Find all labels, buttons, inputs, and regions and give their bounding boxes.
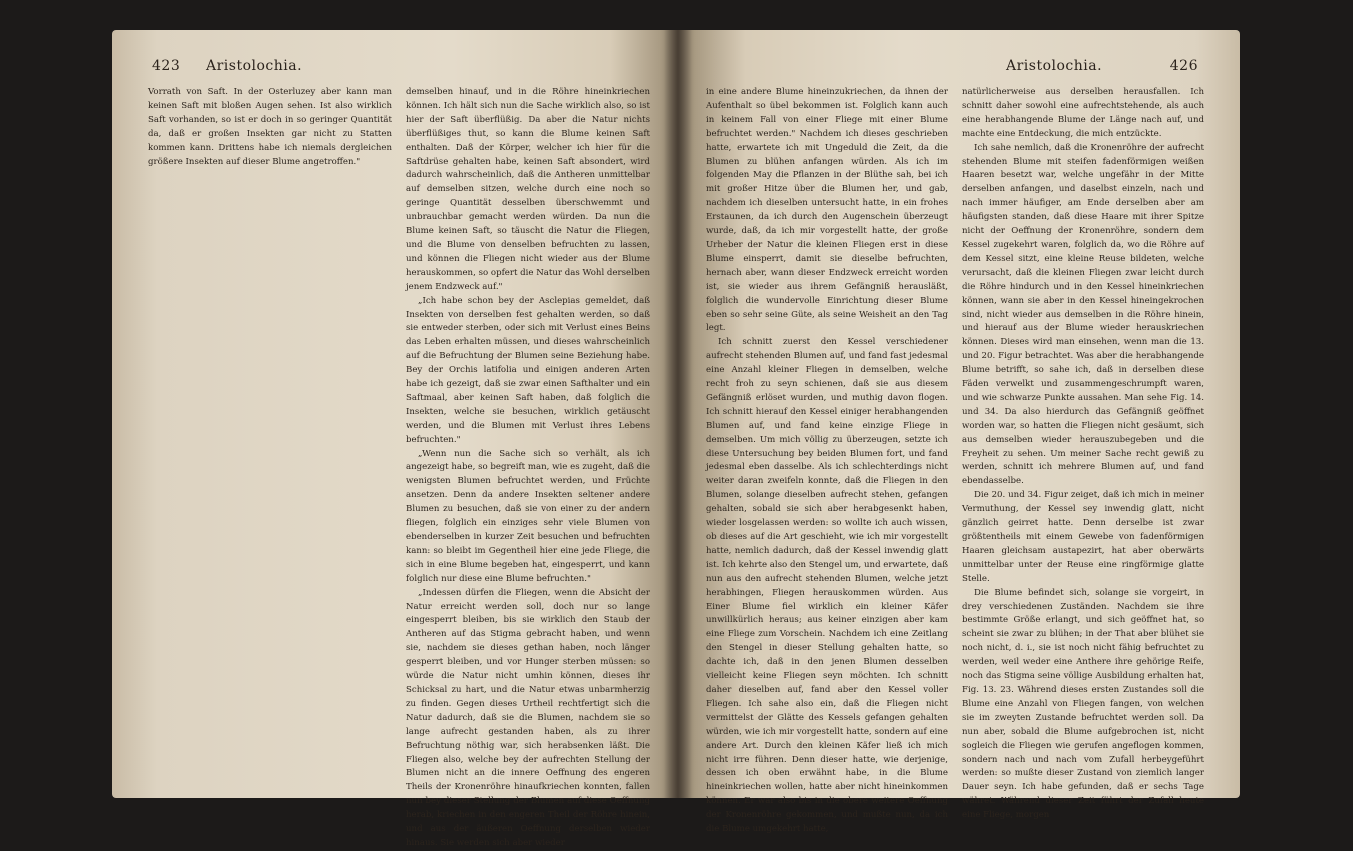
paragraph: Vorrath von Saft. In der Osterluzey aber kann man keinen Saft mit bloßen Augen sehen. Ist also wirklich Saft vorhanden, so ist er doch in so geringer Quantität da, daß er großen Insekten gar nicht zu Statten kommen kann. Drittens habe ich niemals dergleichen größere Insekten auf dieser Blume angetroffen." (148, 87, 392, 167)
left-page-number: 423 (152, 58, 181, 74)
right-running-title: Aristolochia. (1006, 58, 1103, 74)
right-page-number: 426 (1169, 58, 1198, 74)
paragraph: Die 20. und 34. Figur zeiget, daß ich mich in meiner Vermuthung, der Kessel sey inwendig glatt, nicht gänzlich geirret hatte. Denn derselbe ist zwar größtentheils mit einem Gewebe von fadenförmigen Haaren gleichsam austapezirt, hat aber oberwärts unmittelbar unter der Reuse eine ringförmige glatte Stelle. (962, 490, 1204, 584)
left-column-2 (406, 86, 650, 848)
paragraph: in eine andere Blume hineinzukriechen, da ihnen der Aufenthalt so übel bekommen ist. Folglich kann auch in keinem Fall von einer Fliege mit einer Blume befruchtet werden." Nachdem ich dieses geschrieben hatte, erwartete ich mit Ungeduld die Zeit, da die Blumen zu blühen anfangen würden. Als ich im folgenden May die Pflanzen in der Blüthe sah, bei ich mit großer Hitze über die Blumen her, und gab, nachdem ich dieselben untersucht hatte, in ein frohes Erstaunen, da ich durch den Augenschein überzeugt wurde, daß, da ich mir vorgestellt hatte, der große Urheber der Natur die kleinen Fliegen erst in diese Blume einsperrt, damit sie dieselbe befruchten, hernach aber, wann dieser Endzweck erreicht worden ist, sie wieder aus ihrem Gefängniß herausläßt, folglich die wundervolle Einrichtung dieser Blume eben so sehr seine Güte, als seine Weisheit an den Tag legt. (706, 87, 948, 334)
paragraph: Ich sahe nemlich, daß die Kronenröhre der aufrecht stehenden Blume mit steifen fadenförmigen weißen Haaren besetzt war, welche ungefähr in der Mitte derselben anfangen, und daselbst einzeln, nach und nach immer häufiger, am Ende derselben aber am häufigsten standen, daß diese Haare mit ihrer Spitze nicht der Oeffnung der Kronenröhre, sondern dem Kessel zugekehrt waren, folglich da, wo die Röhre auf dem Kessel sitzt, eine kleine Reuse bildeten, welche verursacht, daß die kleinen Fliegen zwar leicht durch die Röhre hindurch und in den Kessel hineinkriechen können, wann sie aber in den Kessel hineingekrochen sind, nicht wieder aus demselben in die Röhre hinein, und hierauf aus der Blume wieder herauskriechen können. Dieses wird man einsehen, wenn man die 13. und 20. Figur betrachtet. Was aber die herabhangende Blume betrifft, so sahe ich, daß in derselben diese Fäden verwelkt und zusammengeschrumpft waren, und wie schwarze Punkte aussahen. Man sehe Fig. 14. und 34. Da also hierdurch das Gefängniß geöffnet worden war, so hatten die Fliegen nicht gesäumt, sich aus demselben wieder herauszubegeben und die Freyheit zu sehen. Um meiner Sache recht gewiß zu werden, schnitt ich mehrere Blumen auf, und fand ebendasselbe. (962, 142, 1204, 487)
right-running-head (706, 58, 1204, 84)
paragraph: Die Blume befindet sich, solange sie vorgeirt, in drey verschiedenen Zuständen. Nachdem sie ihre bestimmte Größe erlangt, und sich geöffnet hat, so scheint sie zwar zu blühen; in der That aber blühet sie noch nicht, d. i., sie ist noch nicht fähig befruchtet zu werden, weil weder eine Anthere ihre gehörige Reife, noch das Stigma seine völlige Ausbildung erhalten hat, Fig. 13. 23. Während dieses ersten Zustandes soll die Blume eine Anzahl von Fliegen fangen, von welchen sie im zweyten Zustande befruchtet werden soll. Da nun aber, sobald die Blume aufgebrochen ist, nicht sogleich die Fliegen wie gerufen angeflogen kommen, sondern nach und nach vom Zufall herbeygeführt werden: so mußte dieser Zustand von ziemlich langer Dauer seyn. Ich habe gefunden, daß er sechs Tage währet. Während dieser Zeit führt der Zufall heute eine Fliege, morgen (962, 587, 1204, 821)
left-column-1 (148, 86, 392, 796)
paragraph: natürlicherweise aus derselben herausfallen. Ich schnitt daher sowohl eine aufrechtstehende, als auch eine herabhangende Blume der Länge nach auf, und machte eine Entdeckung, die mich entzückte. (962, 87, 1204, 139)
left-running-title: Aristolochia. (206, 58, 303, 74)
right-columns (706, 86, 1204, 835)
paragraph: Ich schnitt zuerst den Kessel verschiedener aufrecht stehenden Blumen auf, und fand fast jedesmal eine Anzahl kleiner Fliegen in demselben, welche recht froh zu seyn schienen, daß sie aus diesem Gefängniß erlöset wurden, und muthig davon flogen. Ich schnitt hierauf den Kessel einiger herabhangenden Blumen auf, und fand keine einzige Fliege in demselben. Um mich völlig zu überzeugen, setzte ich diese Untersuchung bey beiden Blumen fort, und fand jedesmal eben dasselbe. Als ich schlechterdings nicht weiter daran zweifeln konnte, daß die Fliegen in den Blumen, solange dieselben aufrecht stehen, gefangen gehalten, sobald sie sich aber herabgesenkt haben, wieder losgelassen werden: so wollte ich auch wissen, ob dieses auf die Art geschieht, wie ich mir vorgestellt hatte, nemlich dadurch, daß der Kessel inwendig glatt ist. Ich kehrte also den Stengel um, und erwartete, daß nun aus den aufrecht stehenden Blumen, welche jetzt herabhingen, Fliegen herauskommen würden. Aus Einer Blume fiel wirklich ein kleiner Käfer unwillkürlich heraus; aus keiner einzigen aber kam eine Fliege zum Vorschein. Nachdem ich eine Zeitlang den Stengel in dieser Stellung gehalten hatte, so dachte ich, daß in den jenen Blumen desselben vielleicht keine Fliegen seyn möchten. Ich schnitt daher dieselben auf, fand aber den Kessel voller Fliegen. Ich sahe also ein, daß die Fliegen nicht vermittelst der Glätte des Kessels gefangen gehalten würden, wie ich mir vorgestellt hatte, sondern auf eine andere Art. Durch den kleinen Käfer ließ ich mich nicht irre führen. Denn dieser hatte, wie derjenige, dessen ich oben erwähnt habe, in die Blume hineinkriechen wollen, hatte aber nicht hineinkommen können. Er war also bis in die obere weitere Oeffnung der Kronenröhre gekommen, und mußte nun, da ich die Blume umgekehrt hatte, (706, 337, 948, 835)
right-column-2 (962, 86, 1204, 821)
paragraph: „Ich habe schon bey der Asclepias gemeldet, daß Insekten von derselben fest gehalten werden, so daß sie entweder sterben, oder sich mit Verlust eines Beins das Leben erhalten müssen, und dieses wahrscheinlich auf die Befruchtung der Blumen seine Beziehung habe. Bey der Orchis latifolia und einigen anderen Arten habe ich gezeigt, daß sie zwar einen Safthalter und ein Saftmaal, aber keinen Saft haben, daß folglich die Insekten, welche sie besuchen, wirklich getäuscht werden, und die Blumen mit Verlust ihres Lebens befruchten." (406, 295, 650, 445)
paragraph: demselben hinauf, und in die Röhre hineinkriechen können. Ich hält sich nun die Sache wirklich also, so ist hier der Saft überflüßig. Da aber die Natur nichts überflüßiges thut, so kann die Blume keinen Saft enthalten. Daß der Körper, welcher ich hier für die Saftdrüse gehalten habe, keinen Saft absondert, wird dadurch wahrscheinlich, daß die Antheren unmittelbar auf demselben sitzen, welche durch eine noch so geringe Quantität desselben überschwemmt und unbrauchbar gemacht werden würden. Da nun die Blume keinen Saft, so täuscht die Natur die Fliegen, und die Blume von denselben befruchten zu lassen, und können die Fliegen nicht wieder aus der Blume herauskommen, so opfert die Natur das Wohl derselben jenem Endzweck auf." (406, 87, 650, 292)
book-spread (112, 30, 1240, 848)
paragraph: „Indessen dürfen die Fliegen, wenn die Absicht der Natur erreicht werden soll, doch nur so lange eingesperrt bleiben, bis sie wirklich den Staub der Antheren auf das Stigma gebracht haben, und wenn sie, nachdem sie dieses gethan haben, noch länger gesperrt bleiben, und vor Hunger sterben müssen: so würde die Natur nicht umhin können, dieses ihr Schicksal zu hart, und die Natur etwas unbarmherzig zu finden. Gegen dieses Urtheil rechtfertigt sich die Natur dadurch, daß sie die Blumen, nachdem sie so lange aufrecht gestanden haben, als zu ihrer Befruchtung nöthig war, sich herabsenken läßt. Die Fliegen also, welche bey der aufrechten Stellung der Blumen nicht an die innere Oeffnung des engeren Theils der Kronenröhre hinaufkriechen konnten, fallen nun bey dieser Stellung der Blumen auf diese Oeffnung herab, kriechen in den engeren Theil der Röhre hinein, und aus der äußeren Oeffnung derselben wieder hinaus. Sie werden sich aber wieder (406, 587, 650, 848)
left-running-head (148, 58, 650, 84)
right-page (678, 30, 1240, 835)
left-columns (148, 86, 650, 848)
left-page (112, 30, 678, 848)
paragraph: „Wenn nun die Sache sich so verhält, als ich angezeigt habe, so begreift man, wie es zugeht, daß die wenigsten Blumen befruchtet werden, und Früchte ansetzen. Denn da andere Insekten seltener andere Blumen zu besuchen, daß sie von einer zu der andern fliegen, folglich ein einziges sehr viele Blumen von ebenderselben in kurzer Zeit besuchen und befruchten kann: so bleibt im Gegentheil hier eine jede Fliege, die sich in eine Blume begeben hat, eingesperrt, und kann folglich nur diese eine Blume befruchten." (406, 448, 650, 584)
right-column-1 (706, 86, 948, 835)
